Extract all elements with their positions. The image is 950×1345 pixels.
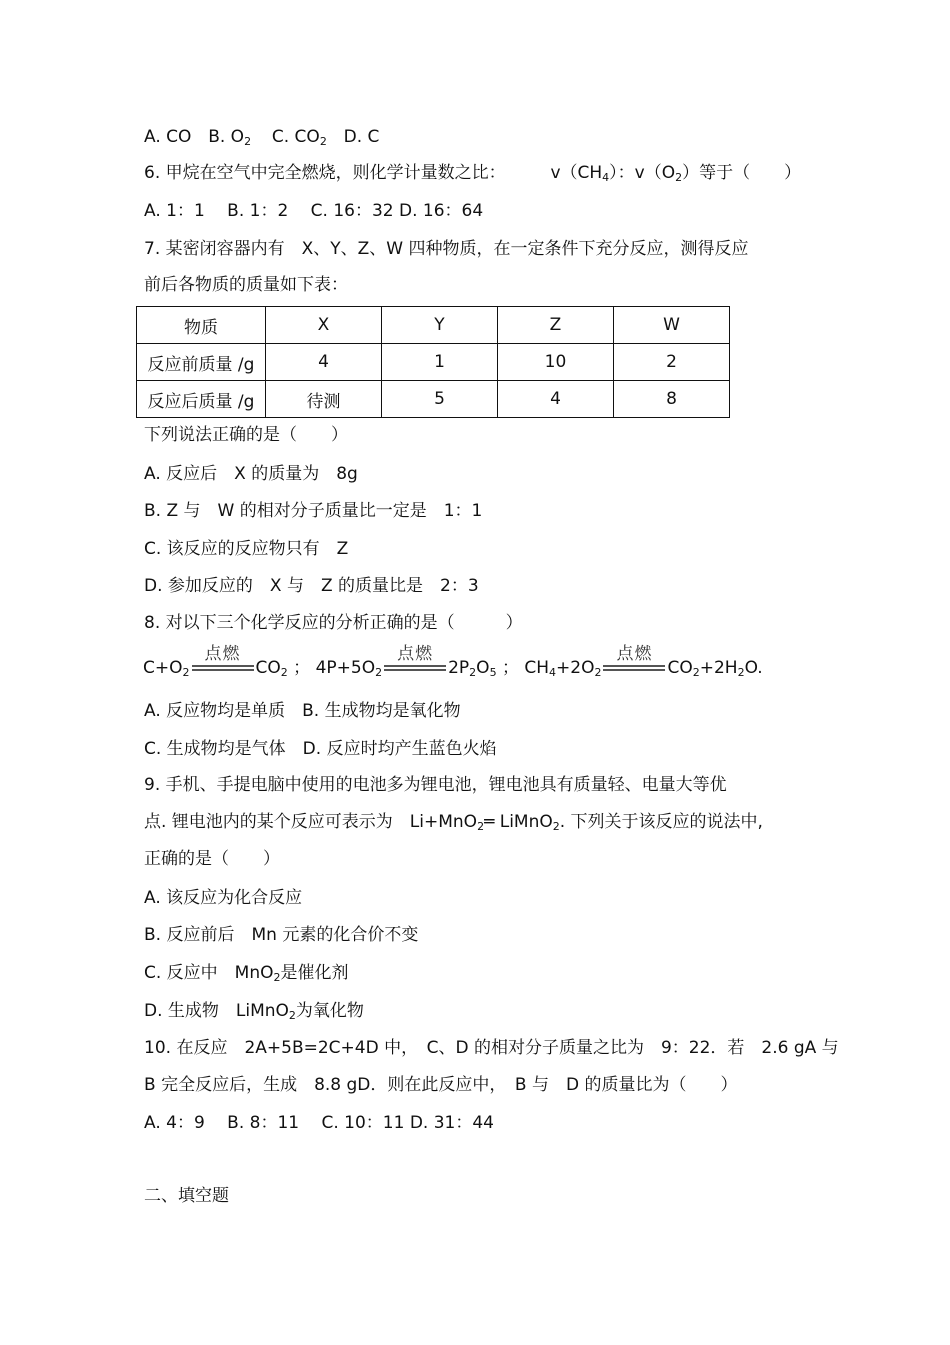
table-cell: 8 xyxy=(614,381,730,418)
reaction-arrow: 点燃 xyxy=(384,657,446,679)
q5-option-b: B. $O_2$ xyxy=(208,127,252,148)
q6-options: A. 1：1 B. 1：2 C. 16：32 D. 16：64 xyxy=(144,201,484,221)
q9-option-c: C. 反应中 MnO$_2$是催化剂 xyxy=(144,963,349,984)
equation-1: $C+O_2$ 点燃 $CO_2$ xyxy=(143,644,288,679)
table-header-cell: X xyxy=(266,307,382,344)
reaction-arrow: 点燃 xyxy=(192,657,254,679)
reaction-arrow: 点燃 xyxy=(603,657,665,679)
q7-stem-line2: 前后各物质的质量如下表： xyxy=(144,275,348,295)
q9-option-d: D. 生成物 LiMnO$_2$为氧化物 xyxy=(144,1001,364,1022)
q6-stem xyxy=(144,162,801,184)
table-header-cell: Y xyxy=(382,307,498,344)
q7-option-a: A. 反应后 X 的质量为 8g xyxy=(144,464,358,484)
q5-options xyxy=(144,126,379,148)
table-cell: 反应前质量 /g xyxy=(137,344,266,381)
table-cell: 待测 xyxy=(266,381,382,418)
q10-stem-line2: B 完全反应后，生成 8.8 gD．则在此反应中， B 与 D 的质量比为（ ） xyxy=(144,1075,738,1095)
q10-options: A. 4：9 B. 8：11 C. 10：11 D. 31：44 xyxy=(144,1113,495,1133)
table-row xyxy=(137,381,730,418)
q10-stem-line1: 10. 在反应 2A+5B=2C+4D 中， C、D 的相对分子质量之比为 9：22．若 2.6 gA 与 xyxy=(144,1038,839,1058)
table-header-cell: W xyxy=(614,307,730,344)
separator: ； xyxy=(501,658,519,678)
table-header-row xyxy=(137,307,730,344)
q5-option-c: C. $CO_2$ xyxy=(271,127,327,148)
table-row xyxy=(137,344,730,381)
equation-3: $CH_4+2O_2$ 点燃 $CO_2+2H_2O$. xyxy=(524,644,763,679)
table-header-cell: Z xyxy=(498,307,614,344)
q9-stem-line3: 正确的是（ ） xyxy=(144,849,280,869)
q6-ratio: $v(CH_4)$：$v(O_2)$等于（ ） xyxy=(550,163,802,184)
q9-stem-line2: 点. 锂电池内的某个反应可表示为 Li+MnO$_2$═ LiMnO$_2$. 下列关于该反应的说法中, xyxy=(144,812,763,833)
q8-options-line2: C. 生成物均是气体 D. 反应时均产生蓝色火焰 xyxy=(144,739,497,759)
table-cell: 2 xyxy=(614,344,730,381)
q7-stem-line1: 7. 某密闭容器内有 X、Y、Z、W 四种物质，在一定条件下充分反应，测得反应 xyxy=(144,239,749,259)
equation-2: $4P+5O_2$ 点燃 $2P_2O_5$ xyxy=(315,644,497,679)
q9-option-b: B. 反应前后 Mn 元素的化合价不变 xyxy=(144,925,419,945)
table-cell: 反应后质量 /g xyxy=(137,381,266,418)
table-cell: 4 xyxy=(498,381,614,418)
q7-question: 下列说法正确的是（ ） xyxy=(144,425,348,445)
q5-option-a: A. CO xyxy=(144,127,192,147)
q7-option-b: B. Z 与 W 的相对分子质量比一定是 1：1 xyxy=(144,501,483,521)
section-title: 二、填空题 xyxy=(144,1186,229,1206)
q8-stem: 8. 对以下三个化学反应的分析正确的是（ ） xyxy=(144,613,523,633)
q6-stem-text: 6. 甲烷在空气中完全燃烧，则化学计量数之比： xyxy=(144,163,506,183)
table-cell: 4 xyxy=(266,344,382,381)
q7-option-c: C. 该反应的反应物只有 Z xyxy=(144,539,349,559)
q5-option-d: D. C xyxy=(343,127,380,147)
q7-option-d: D. 参加反应的 X 与 Z 的质量比是 2：3 xyxy=(144,576,479,596)
separator: ； xyxy=(293,658,311,678)
table-cell: 10 xyxy=(498,344,614,381)
q8-equations xyxy=(143,644,763,679)
q9-option-a: A. 该反应为化合反应 xyxy=(144,888,303,908)
q9-stem-line1: 9. 手机、手提电脑中使用的电池多为锂电池，锂电池具有质量轻、电量大等优 xyxy=(144,775,727,795)
table-header-cell: 物质 xyxy=(137,307,266,344)
q8-options-line1: A. 反应物均是单质 B. 生成物均是氧化物 xyxy=(144,701,461,721)
q7-mass-table xyxy=(136,306,730,418)
table-cell: 5 xyxy=(382,381,498,418)
table-cell: 1 xyxy=(382,344,498,381)
